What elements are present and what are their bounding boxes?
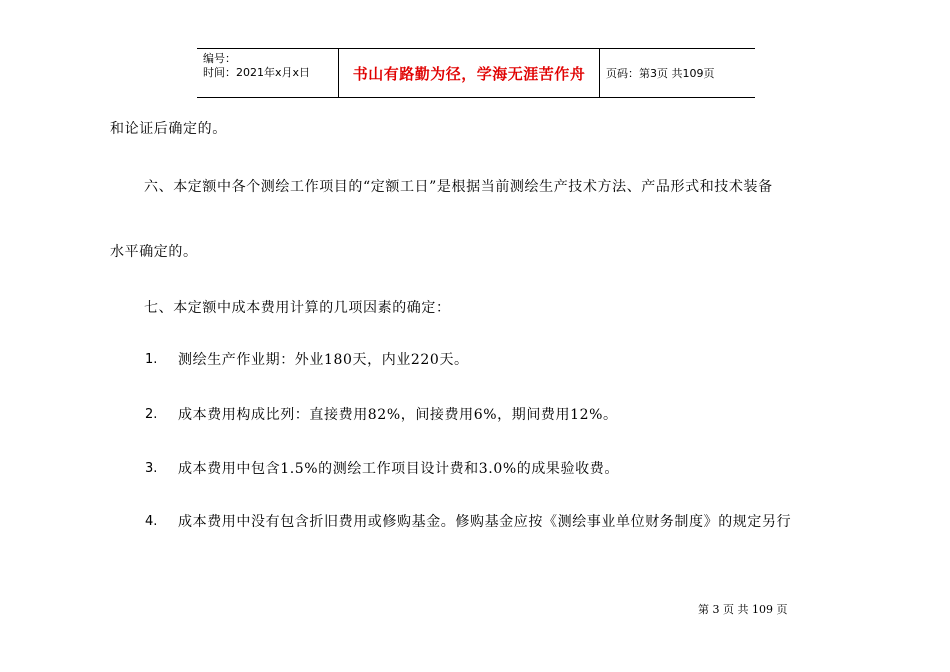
header-page-cell — [600, 49, 755, 97]
header-motto-cell — [339, 49, 600, 97]
paragraph-seven: 七、本定额中成本费用计算的几项因素的确定： — [144, 300, 451, 316]
motto-text: 书山有路勤为径，学海无涯苦作舟 — [352, 64, 586, 83]
list-item-text: 成本费用中包含1.5%的测绘工作项目设计费和3.0%的成果验收费。 — [178, 461, 619, 477]
list-item-number: 1. — [145, 352, 158, 367]
paragraph-six-line2: 水平确定的。 — [110, 244, 198, 260]
paragraph-line: 和论证后确定的。 — [110, 121, 227, 137]
list-item-text: 成本费用中没有包含折旧费用或修购基金。修购基金应按《测绘事业单位财务制度》的规定另行 — [178, 514, 792, 530]
list-item-text: 成本费用构成比列：直接费用82%，间接费用6%，期间费用12%。 — [178, 407, 618, 423]
page-header — [197, 48, 755, 98]
page-info: 页码：第3页 共109页 — [606, 67, 715, 80]
number-label: 编号： — [203, 52, 236, 65]
header-meta-cell — [197, 49, 339, 97]
paragraph-six-line1: 六、本定额中各个测绘工作项目的“定额工日”是根据当前测绘生产技术方法、产品形式和技术装备 — [144, 179, 773, 195]
list-item-text: 测绘生产作业期：外业180天，内业220天。 — [178, 352, 469, 368]
date-label: 时间：2021年x月x日 — [203, 66, 311, 79]
page-footer: 第 3 页 共 109 页 — [698, 603, 788, 616]
list-item-number: 4. — [145, 514, 158, 529]
list-item-number: 3. — [145, 461, 158, 476]
list-item-number: 2. — [145, 407, 158, 422]
